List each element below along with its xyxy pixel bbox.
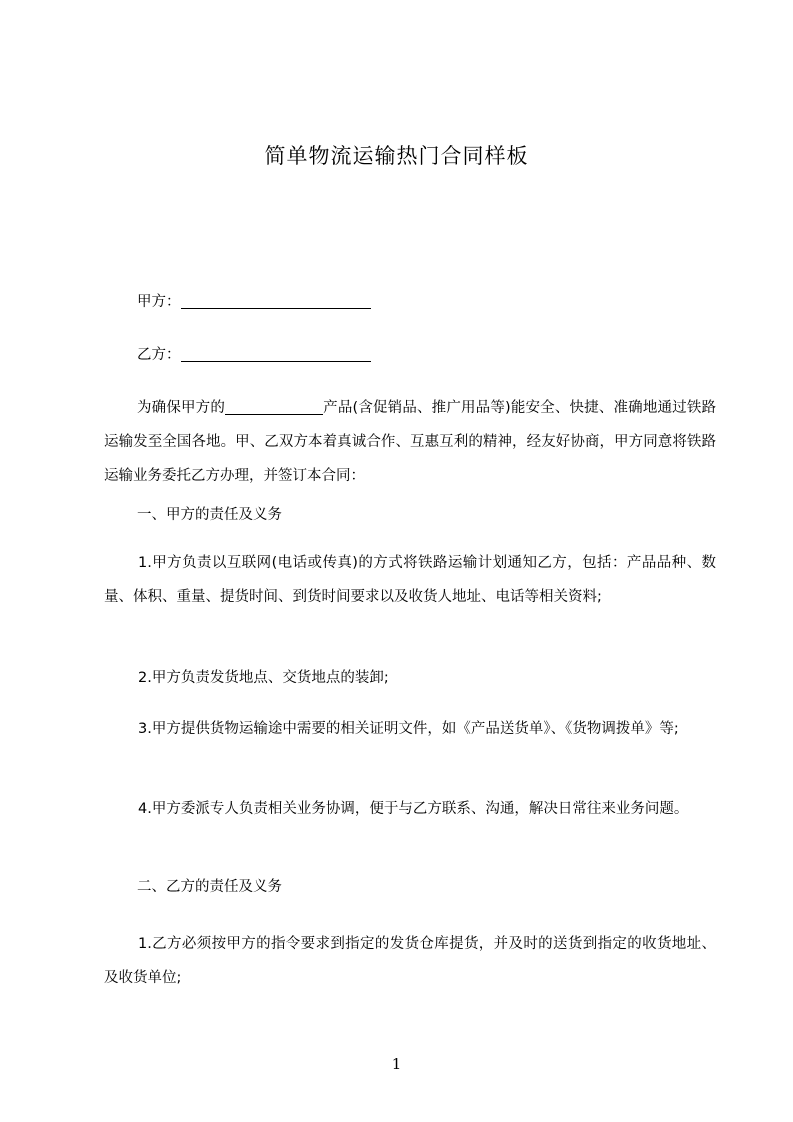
intro-prefix: 为确保甲方的 [137, 400, 226, 416]
party-b-line [137, 345, 371, 365]
party-a-label: 甲方： [137, 294, 181, 310]
party-a-line [137, 292, 371, 312]
party-b-label: 乙方： [137, 347, 181, 363]
section-1-item-1: 1.甲方负责以互联网(电话或传真)的方式将铁路运输计划通知乙方，包括：产品品种、数量、体积、重量、提货时间、到货时间要求以及收货人地址、电话等相关资料; [104, 555, 716, 605]
section-1-item-2: 2.甲方负责发货地点、交货地点的装卸; [138, 670, 389, 686]
intro-rest: 产品(含促销品、推广用品等)能安全、快捷、准确地通过铁路运输发至全国各地。甲、乙双方本着真诚合作、互惠互利的精神，经友好协商，甲方同意将铁路运输业务委托乙方办理，并签订本合同： [104, 400, 717, 484]
party-a-blank [181, 292, 371, 309]
section-1-item-3: 3.甲方提供货物运输途中需要的相关证明文件，如《产品送货单》、《货物调拨单》等; [138, 721, 679, 737]
section-1-item-4: 4.甲方委派专人负责相关业务协调，便于与乙方联系、沟通，解决日常往来业务问题。 [138, 801, 689, 817]
section-1-heading: 一、甲方的责任及义务 [137, 507, 282, 523]
page-number: 1 [391, 1055, 402, 1073]
intro-paragraph [104, 391, 716, 493]
document-title: 简单物流运输热门合同样板 [264, 144, 529, 168]
party-b-blank [181, 345, 371, 362]
section-2-item-1: 1.乙方必须按甲方的指令要求到指定的发货仓库提货，并及时的送货到指定的收货地址、及收货单位; [104, 936, 716, 986]
product-blank [225, 398, 323, 415]
section-2-heading: 二、乙方的责任及义务 [137, 879, 282, 895]
